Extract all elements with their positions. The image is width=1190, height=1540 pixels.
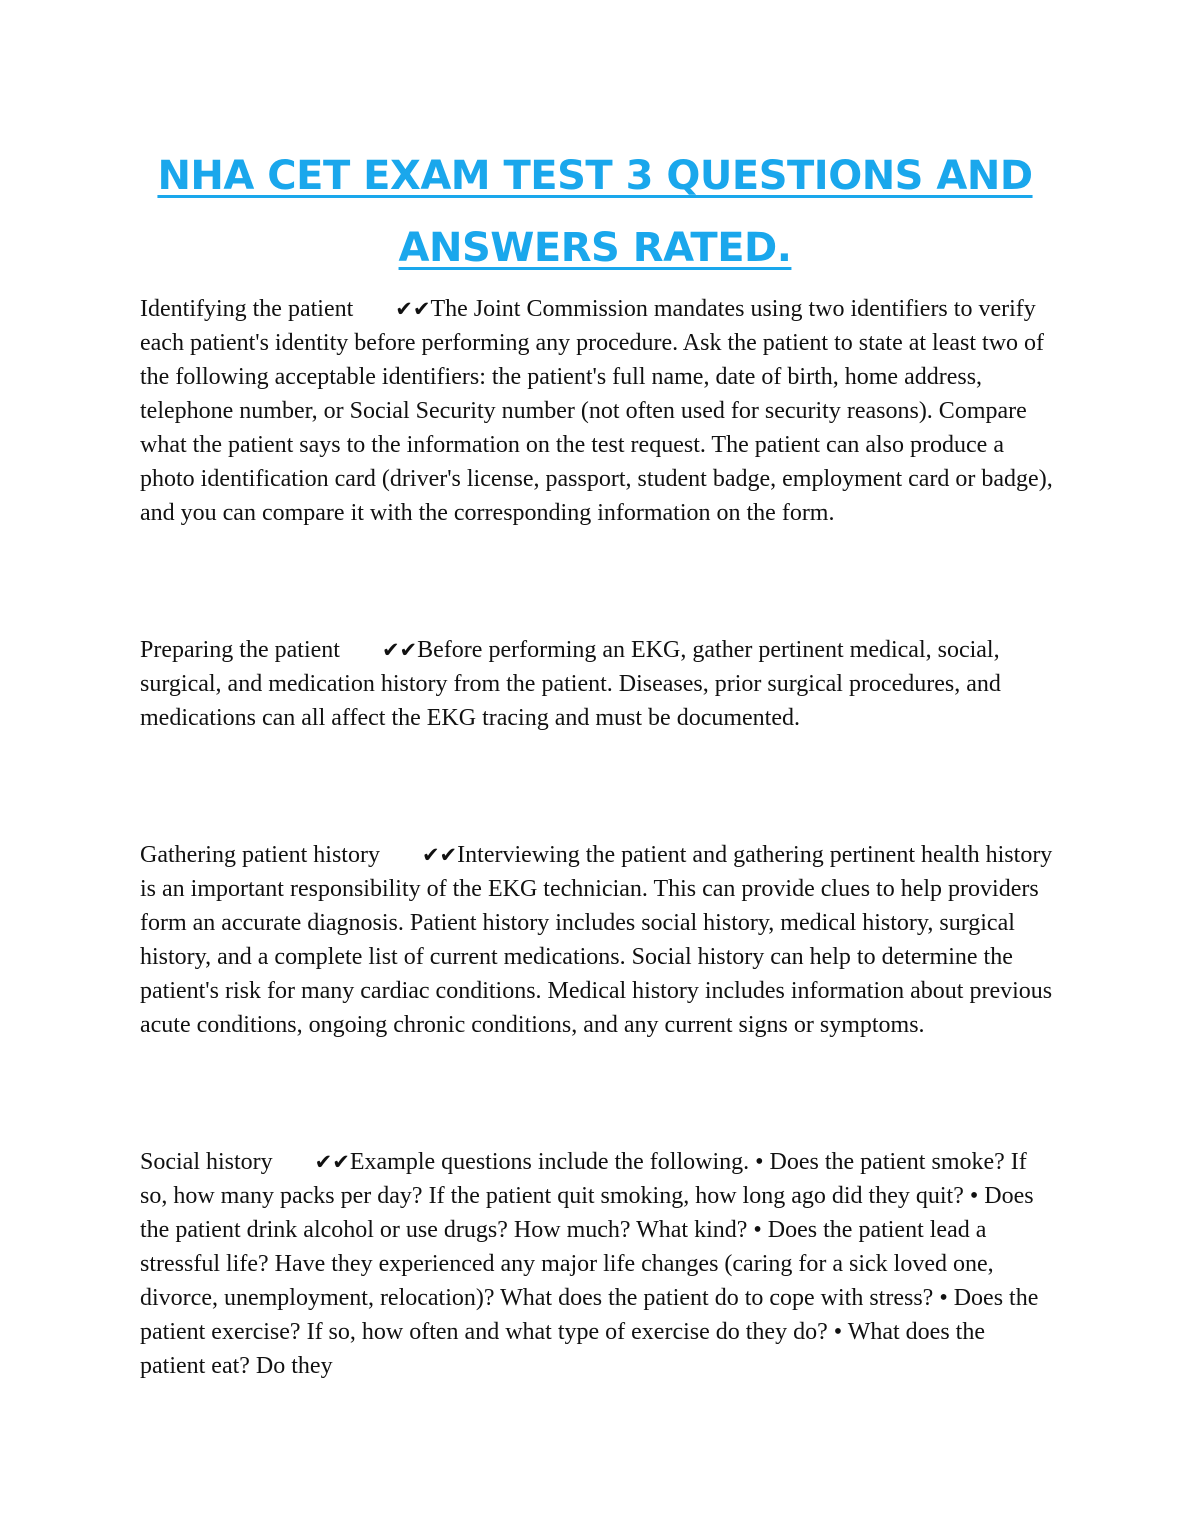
entry-term: Identifying the patient	[140, 296, 354, 322]
entry-term: Gathering patient history	[140, 842, 380, 868]
entry-term: Social history	[140, 1149, 273, 1175]
double-check-icon: ✔✔	[314, 1150, 350, 1174]
double-check-icon: ✔✔	[395, 297, 431, 321]
entry-answer: Example questions include the following. • Does the patient smoke? If so, how many packs per day? If the patient quit smoking, how long ago did they quit? • Does the patient drink alcohol or use drugs? How much? What kind? • Does the patient lead a stressful life? Have they experienced any major life changes (caring for a sick loved one, divorce, unemployment, relocation)? What does the patient do to cope with stress? • Does the patient exercise? If so, how often and what type of exercise do they do? • What does the patient eat? Do they	[140, 1149, 1039, 1379]
double-check-icon: ✔✔	[381, 638, 418, 662]
qa-entry-gathering-history	[140, 838, 1055, 1042]
entry-answer: Before performing an EKG, gather pertinent medical, social, surgical, and medication history from the patient. Diseases, prior surgical procedures, and medications can all affect the EKG tracing and must be documented.	[140, 637, 1001, 731]
qa-entry-social-history	[140, 1145, 1055, 1383]
entry-term: Preparing the patient	[140, 637, 340, 663]
entry-answer: Interviewing the patient and gathering pertinent health history is an important responsibility of the EKG technician. This can provide clues to help providers form an accurate diagnosis. Patient history includes social history, medical history, surgical history, and a complete list of current medications. Social history can help to determine the patient's risk for many cardiac conditions. Medical history includes information about previous acute conditions, ongoing chronic conditions, and any current signs or symptoms.	[140, 842, 1053, 1038]
document-title: NHA CET EXAM TEST 3 QUESTIONS AND ANSWERS RATED.	[157, 153, 1033, 271]
entry-answer: The Joint Commission mandates using two identifiers to verify each patient's identity before performing any procedure. Ask the patient to state at least two of the following acceptable identifiers: the patient's full name, date of birth, home address, telephone number, or Social Security number (not often used for security reasons). Compare what the patient says to the information on the test request. The patient can also produce a photo identification card (driver's license, passport, student badge, employment card or badge), and you can compare it with the corresponding information on the form.	[140, 296, 1053, 526]
double-check-icon: ✔✔	[421, 843, 458, 867]
qa-entry-preparing-patient	[140, 633, 1055, 735]
qa-entry-identifying-patient	[140, 292, 1055, 530]
